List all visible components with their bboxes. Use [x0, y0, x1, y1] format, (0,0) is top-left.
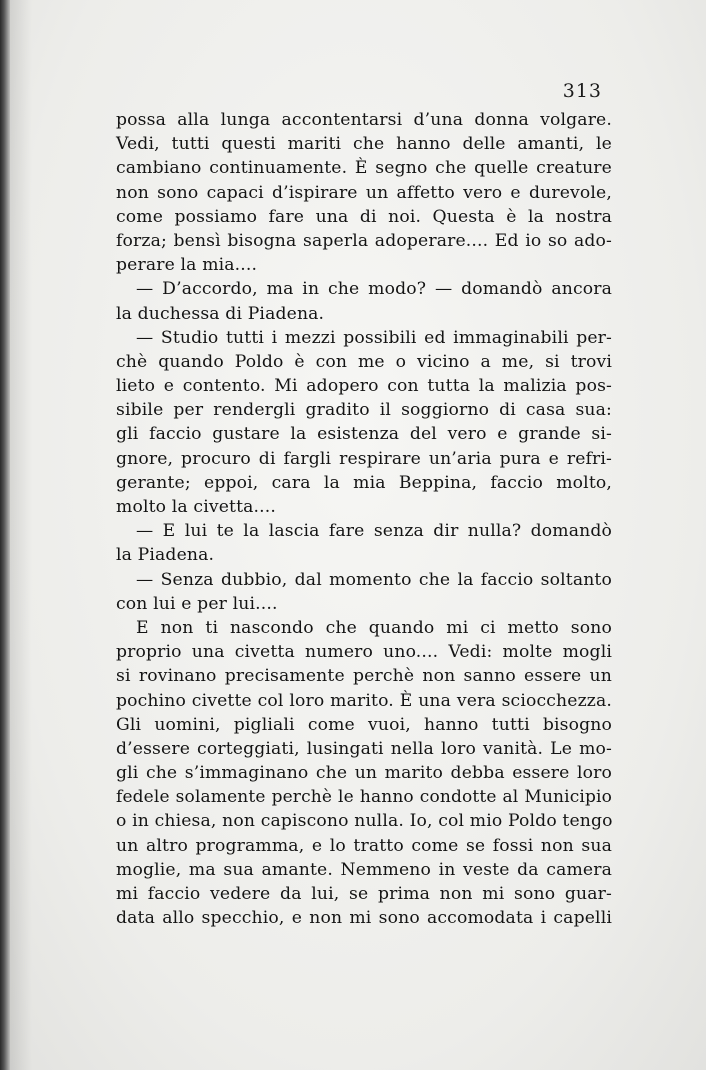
text-line: gli faccio gustare la esistenza del vero e grande si-: [116, 424, 612, 445]
text-line: — E lui te la lascia fare senza dir nulla? domandò: [136, 521, 612, 542]
text-line: proprio una civetta numero uno.... Vedi: molte mogli: [116, 642, 612, 663]
text-line: — D’accordo, ma in che modo? — domandò ancora: [136, 279, 612, 300]
page-body-text: [116, 108, 612, 930]
text-line: la duchessa di Piadena.: [116, 303, 325, 324]
text-line: non sono capaci d’ispirare un affetto vero e durevole,: [116, 182, 612, 203]
text-line: gli che s’immaginano che un marito debba essere loro: [116, 763, 612, 784]
text-line: con lui e per lui....: [116, 593, 278, 614]
text-line: come possiamo fare una di noi. Questa è la nostra: [116, 206, 612, 227]
text-line: chè quando Poldo è con me o vicino a me, si trovi: [116, 351, 612, 372]
text-line: gerante; eppoi, cara la mia Beppina, faccio molto,: [116, 472, 612, 493]
text-line: perare la mia....: [116, 255, 258, 276]
text-line: pochino civette col loro marito. È una vera sciocchezza.: [116, 690, 612, 711]
text-line: Gli uomini, pigliali come vuoi, hanno tutti bisogno: [116, 714, 612, 735]
page-number: 313: [562, 80, 602, 102]
text-line: un altro programma, e lo tratto come se fossi non sua: [116, 835, 612, 856]
text-line: forza; bensì bisogna saperla adoperare.... Ed io so ado-: [116, 230, 612, 251]
text-line: moglie, ma sua amante. Nemmeno in veste da camera: [116, 859, 612, 880]
text-line: o in chiesa, non capiscono nulla. Io, col mio Poldo tengo: [116, 811, 613, 832]
text-line: possa alla lunga accontentarsi d’una donna volgare.: [116, 110, 612, 130]
text-line: lieto e contento. Mi adopero con tutta la malizia pos-: [116, 376, 612, 397]
text-line: — Studio tutti i mezzi possibili ed immaginabili per-: [136, 327, 612, 348]
text-line: sibile per rendergli gradito il soggiorno di casa sua:: [116, 400, 612, 421]
text-line: si rovinano precisamente perchè non sanno essere un: [116, 666, 612, 687]
text-line: la Piadena.: [116, 545, 215, 566]
text-line: fedele solamente perchè le hanno condotte al Municipio: [116, 787, 612, 808]
text-line: Vedi, tutti questi mariti che hanno delle amanti, le: [116, 134, 612, 155]
text-line: molto la civetta....: [116, 497, 276, 517]
text-line: data allo specchio, e non mi sono accomodata i capelli: [116, 908, 612, 929]
text-line: mi faccio vedere da lui, se prima non mi sono guar-: [116, 884, 612, 904]
text-line: E non ti nascondo che quando mi ci metto sono: [136, 617, 612, 638]
text-line: cambiano continuamente. È segno che quelle creature: [116, 158, 612, 179]
text-line: gnore, procuro di fargli respirare un’aria pura e refri-: [116, 448, 612, 469]
text-line: d’essere corteggiati, lusingati nella loro vanità. Le mo-: [116, 738, 612, 759]
text-line: — Senza dubbio, dal momento che la faccio soltanto: [136, 569, 612, 590]
page-binding-shadow: [10, 0, 32, 1070]
page-binding-edge: [0, 0, 10, 1070]
